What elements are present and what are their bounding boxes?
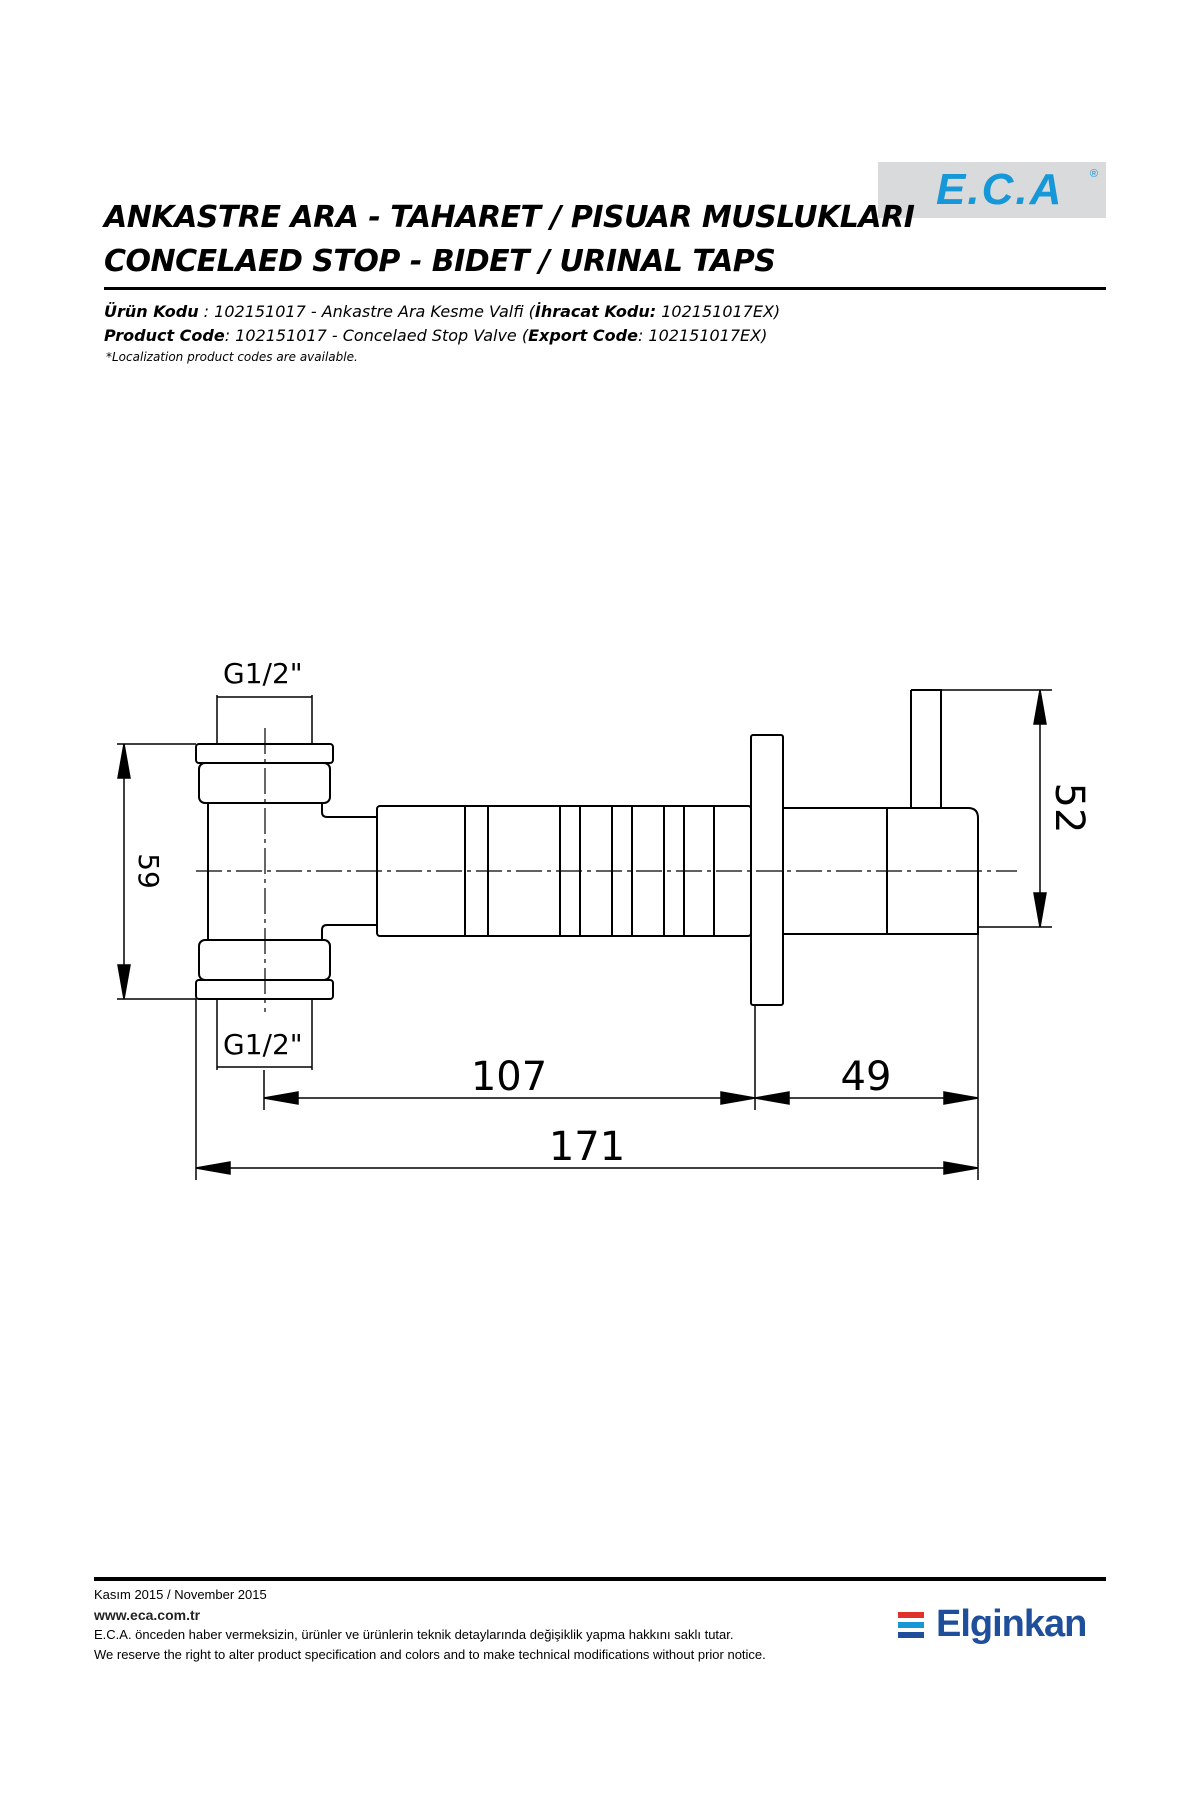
- export-code-tr-value: 102151017EX): [656, 302, 781, 321]
- flange: [751, 735, 783, 1005]
- eca-logo-text: E.C.A: [936, 165, 1064, 214]
- footer-divider: [94, 1577, 1106, 1581]
- title-english: CONCELAED STOP - BIDET / URINAL TAPS: [104, 244, 776, 279]
- length-107-label: 107: [470, 1054, 548, 1100]
- footer-date: Kasım 2015 / November 2015: [94, 1587, 267, 1602]
- footer-disclaimer-tr: E.C.A. önceden haber vermeksizin, ürünler ve ürünlerin teknik detaylarında değişiklik yapma hakkını saklı tutar.: [94, 1627, 734, 1642]
- handle-lever: [911, 690, 941, 808]
- localization-note: *Localization product codes are available.: [106, 350, 358, 364]
- product-code-tr-value: : 102151017 - Ankastre Ara Kesme Valfi (: [198, 302, 535, 321]
- thread-top-label: G1/2": [223, 657, 303, 690]
- export-code-tr-label: İhracat Kodu:: [534, 302, 657, 321]
- registered-mark: ®: [1089, 168, 1098, 180]
- height-52-label: 52: [1046, 782, 1092, 834]
- elginkan-bar-blue: [898, 1622, 924, 1628]
- export-code-en-label: Export Code: [528, 326, 638, 345]
- footer-website[interactable]: www.eca.com.tr: [94, 1607, 201, 1623]
- elginkan-logo: [898, 1600, 1108, 1648]
- elginkan-bar-navy: [898, 1632, 924, 1638]
- footer-disclaimer-en: We reserve the right to alter product specification and colors and to make technical modifications without prior notice.: [94, 1647, 766, 1662]
- product-code-en-label: Product Code: [104, 326, 225, 345]
- length-49-label: 49: [840, 1054, 892, 1100]
- length-171-label: 171: [548, 1124, 626, 1170]
- export-code-en-value: : 102151017EX): [637, 326, 768, 345]
- center-lines: [196, 728, 1017, 1012]
- product-code-tr-label: Ürün Kodu: [104, 302, 199, 321]
- product-code-en-value: : 102151017 - Concelaed Stop Valve (: [224, 326, 529, 345]
- valve-outline: [196, 690, 978, 1005]
- title-turkish: ANKASTRE ARA - TAHARET / PISUAR MUSLUKLARI: [104, 200, 915, 235]
- height-59-label: 59: [132, 853, 165, 889]
- thread-bottom-label: G1/2": [223, 1028, 303, 1061]
- elginkan-bar-red: [898, 1612, 924, 1618]
- elginkan-logo-text: Elginkan: [936, 1603, 1087, 1645]
